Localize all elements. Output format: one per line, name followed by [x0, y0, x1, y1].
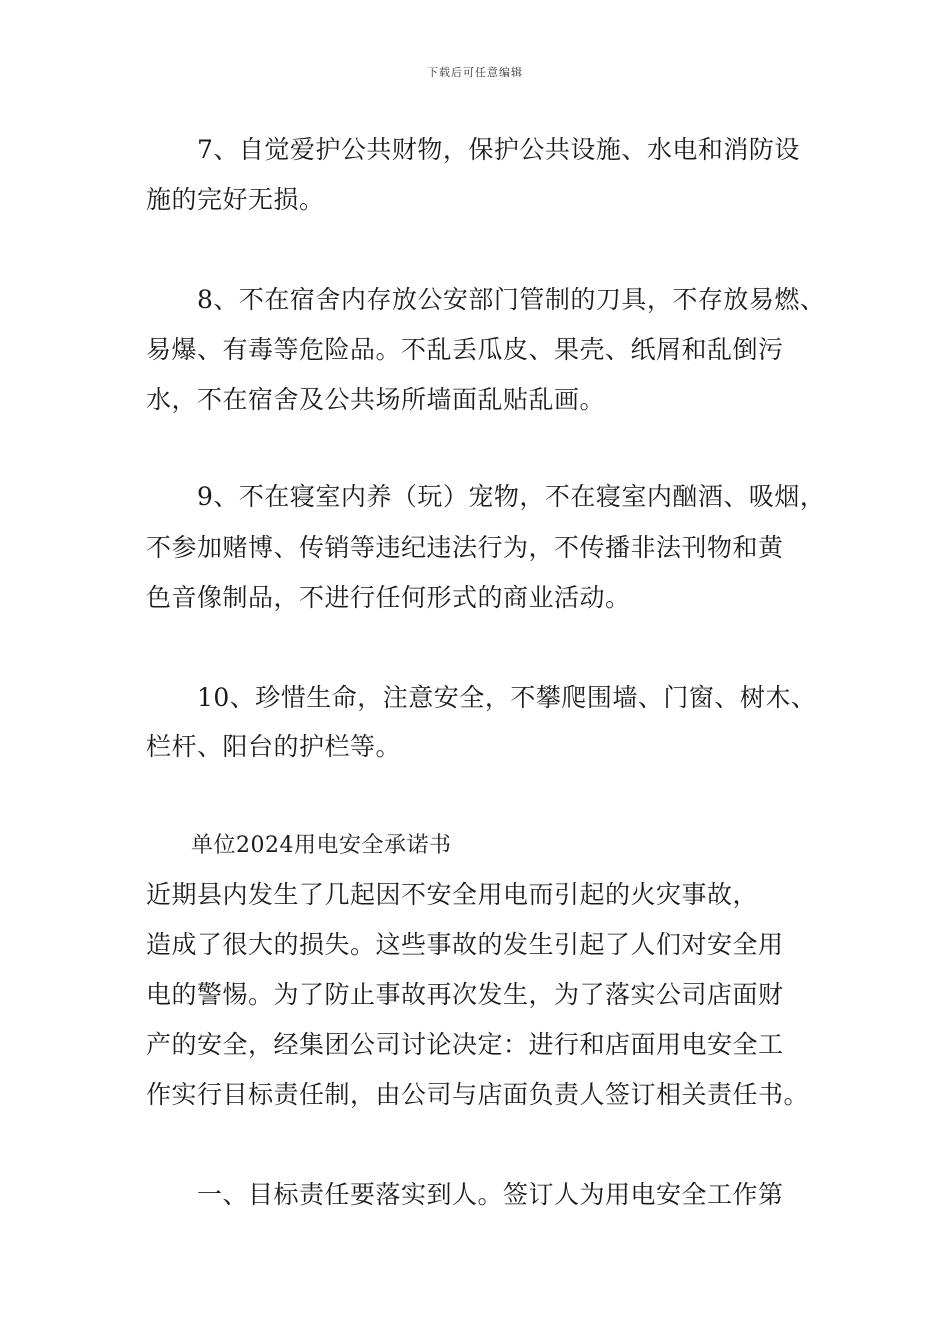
paragraph-10-line-2: 栏杆、阳台的护栏等。 — [146, 732, 402, 761]
section-one-line-1: 一、目标责任要落实到人。签订人为用电安全工作第 — [146, 1180, 784, 1209]
document-title: 单位2024用电安全承诺书 — [146, 833, 452, 858]
intro-line-1: 近期县内发生了几起因不安全用电而引起的火灾事故， — [146, 880, 759, 909]
paragraph-9-line-1: 9、不在寝室内养（玩）宠物，不在寝室内酗酒、吸烟， — [146, 482, 826, 511]
paragraph-7-line-1: 7、自觉爱护公共财物，保护公共设施、水电和消防设 — [146, 135, 800, 164]
paragraph-8-line-3: 水，不在宿舍及公共场所墙面乱贴乱画。 — [146, 385, 606, 414]
paragraph-9-line-3: 色音像制品，不进行任何形式的商业活动。 — [146, 583, 631, 612]
intro-line-2: 造成了很大的损失。这些事故的发生引起了人们对安全用 — [146, 930, 784, 959]
paragraph-8-line-2: 易爆、有毒等危险品。不乱丢瓜皮、果壳、纸屑和乱倒污 — [146, 335, 784, 364]
page-header: 下载后可任意编辑 — [427, 66, 523, 79]
paragraph-7-line-2: 施的完好无损。 — [146, 185, 325, 214]
intro-line-4: 产的安全，经集团公司讨论决定：进行和店面用电安全工 — [146, 1030, 784, 1059]
intro-line-3: 电的警惕。为了防止事故再次发生，为了落实公司店面财 — [146, 980, 784, 1009]
paragraph-8-line-1: 8、不在宿舍内存放公安部门管制的刀具，不存放易燃、 — [146, 285, 826, 314]
paragraph-9-line-2: 不参加赌博、传销等违纪违法行为，不传播非法刊物和黄 — [146, 533, 784, 562]
intro-line-5: 作实行目标责任制，由公司与店面负责人签订相关责任书。 — [146, 1080, 810, 1109]
paragraph-10-line-1: 10、珍惜生命，注意安全，不攀爬围墙、门窗、树木、 — [146, 683, 817, 712]
